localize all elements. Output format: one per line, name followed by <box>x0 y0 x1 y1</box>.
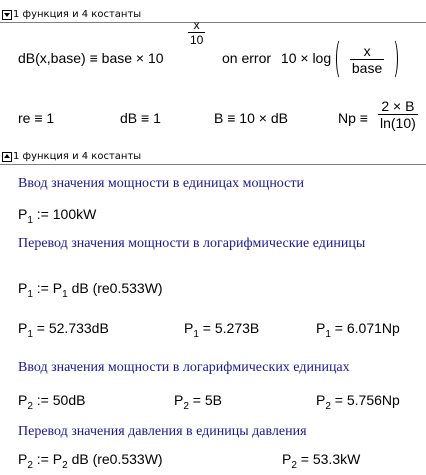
base-term: base <box>101 50 133 66</box>
result-value: = 53.3kW <box>300 451 361 467</box>
def-symbol: ≡ <box>359 110 368 126</box>
p1-result-b[interactable] <box>184 320 259 340</box>
result-value: = 52.733dB <box>36 320 109 336</box>
var-name: P <box>18 206 28 222</box>
var-sub: 1 <box>27 215 33 226</box>
var-name: P <box>316 320 326 336</box>
var-sub: 1 <box>325 329 331 340</box>
var-name: P <box>316 392 326 408</box>
var-sub: 2 <box>183 401 189 412</box>
def-symbol: ≡ <box>141 110 150 126</box>
log-prefix: 10 × log <box>280 50 332 66</box>
p1-result-np[interactable] <box>316 320 400 340</box>
var-name: P <box>18 320 28 336</box>
result-value: = 5.273B <box>202 320 260 336</box>
db-value: 1 <box>153 110 161 126</box>
var-sub: 1 <box>27 329 33 340</box>
exp-num: x <box>188 18 205 33</box>
comment-power-input[interactable]: Ввод значения мощности в единицах мощности <box>18 176 304 191</box>
def-symbol: ≡ <box>227 110 236 126</box>
ten-base: 10 <box>147 50 164 66</box>
log-argument <box>336 38 398 80</box>
p1-result-db[interactable] <box>18 320 109 340</box>
var-sub: 2 <box>325 401 331 412</box>
var-sub: 2 <box>27 460 33 471</box>
expr-name: P <box>52 451 63 467</box>
p2-final-result[interactable] <box>282 451 360 471</box>
p1-assignment[interactable] <box>18 206 96 226</box>
var-name: P <box>282 451 292 467</box>
p2-assignment-db[interactable] <box>18 392 85 412</box>
left-paren <box>336 38 346 80</box>
expr-sub: 1 <box>62 289 68 300</box>
region-label-1: 1 функция и 4 костанты <box>13 9 142 20</box>
expr-sub: 2 <box>62 460 68 471</box>
p2-redefinition[interactable] <box>18 451 163 471</box>
re-name: re <box>18 110 31 126</box>
var-name: P <box>184 320 194 336</box>
comment-log-input[interactable]: Ввод значения мощности в логарифмических единицах <box>18 360 350 375</box>
comment-to-power[interactable]: Перевод значения давления в единицы давления <box>18 424 307 439</box>
right-paren <box>388 38 398 80</box>
var-sub: 2 <box>291 460 297 471</box>
b-constant-definition[interactable] <box>214 110 288 126</box>
var-name: P <box>18 392 28 408</box>
times-symbol: × <box>135 50 145 66</box>
region-divider-2 <box>0 164 426 165</box>
var-name: P <box>18 280 28 296</box>
region-divider-1 <box>0 22 426 23</box>
re-value: 1 <box>46 110 55 126</box>
var-sub: 1 <box>193 329 199 340</box>
p2-result-b[interactable] <box>174 392 222 412</box>
exp-den: 10 <box>190 33 204 47</box>
db-function-definition[interactable] <box>18 28 164 88</box>
region-toggle-up-icon[interactable] <box>2 152 12 162</box>
p1-redefinition[interactable] <box>18 280 163 300</box>
np-frac-num: 2 × B <box>378 98 418 115</box>
expr-name: P <box>52 280 63 296</box>
var-name: P <box>174 392 184 408</box>
assign-op: := <box>36 280 49 296</box>
result-value: = 5.756Np <box>334 392 400 408</box>
region-header-1[interactable] <box>0 8 426 22</box>
np-definition[interactable] <box>338 110 368 126</box>
def-symbol: ≡ <box>89 50 98 66</box>
re-definition[interactable] <box>18 110 54 126</box>
var-sub: 2 <box>27 401 33 412</box>
np-fraction <box>378 98 418 131</box>
log-frac-num: x <box>350 43 384 60</box>
region-toggle-down-icon[interactable] <box>2 10 12 20</box>
on-error-keyword: on error <box>222 50 272 66</box>
b-value: 10 × dB <box>239 110 288 126</box>
db-lhs: dB(x,base) <box>18 50 86 66</box>
comment-to-log[interactable]: Перевод значения мощности в логарифмические единицы <box>18 236 366 251</box>
result-value: = 6.071Np <box>334 320 400 336</box>
region-header-2[interactable] <box>0 150 426 164</box>
b-name: B <box>214 110 224 126</box>
result-value: := 50dB <box>36 392 86 408</box>
on-error-part <box>222 28 331 88</box>
p1-value: 100kW <box>52 206 97 222</box>
var-sub: 1 <box>27 289 33 300</box>
var-name: P <box>18 451 28 467</box>
p2-result-np[interactable] <box>316 392 400 412</box>
region-label-2: 1 функция и 4 костанты <box>13 151 142 162</box>
expr-rest: dB (re0.533W) <box>71 280 163 296</box>
np-frac-den: ln(10) <box>380 115 416 131</box>
db-constant-definition[interactable] <box>120 110 161 126</box>
result-value: = 5B <box>192 392 222 408</box>
expr-rest: dB (re0.533W) <box>71 451 163 467</box>
np-name: Np <box>338 110 356 126</box>
assign-op: := <box>36 206 49 222</box>
db-name: dB <box>120 110 138 126</box>
log-frac-den: base <box>351 59 383 76</box>
assign-op: := <box>36 451 49 467</box>
exponent-fraction <box>188 18 205 47</box>
def-symbol: ≡ <box>34 110 43 126</box>
